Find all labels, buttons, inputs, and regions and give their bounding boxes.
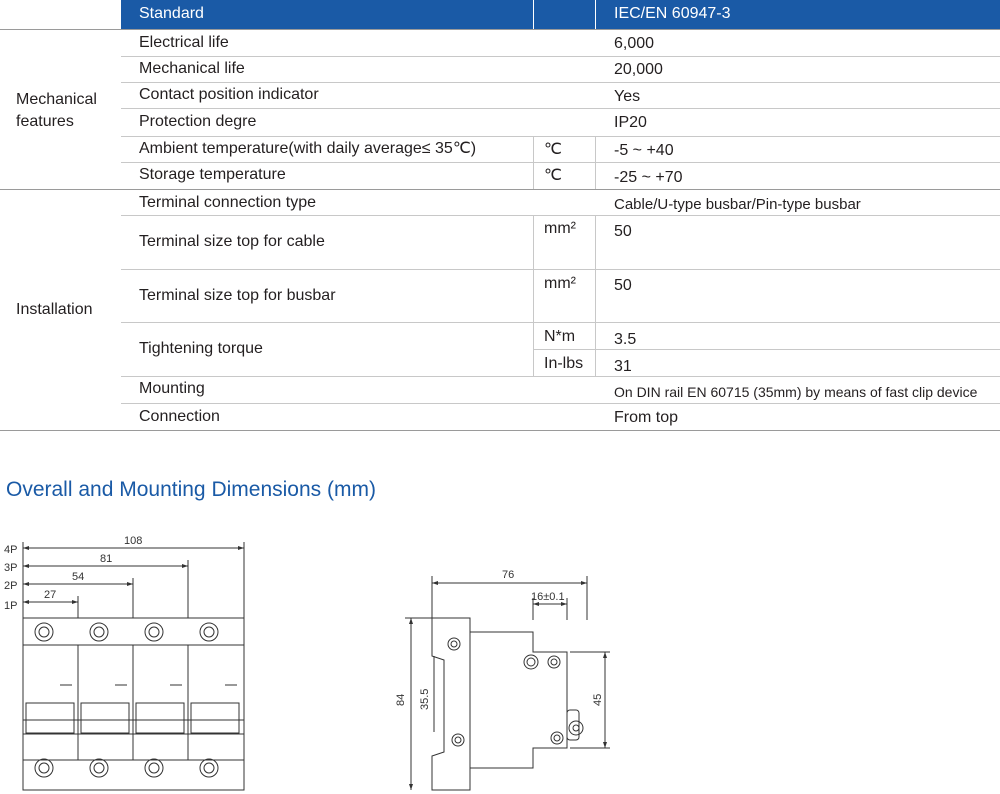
- row-value: 3.5: [614, 331, 637, 348]
- row-unit-2: In-lbs: [544, 355, 584, 372]
- side-height-label: 84: [395, 693, 407, 706]
- section-title: Overall and Mounting Dimensions (mm): [6, 478, 376, 501]
- row-label: Protection degre: [139, 113, 257, 130]
- group-installation: Installation: [16, 301, 93, 318]
- row-unit: mm²: [544, 220, 576, 237]
- pole-label: 3P: [4, 562, 18, 574]
- row-label: Mechanical life: [139, 60, 245, 77]
- row-value: Yes: [614, 88, 641, 105]
- width-label: 108: [124, 535, 143, 547]
- row-unit: mm²: [544, 275, 576, 292]
- pole-label: 2P: [4, 580, 18, 592]
- group-mechanical: Mechanical: [16, 91, 97, 108]
- width-label: 81: [100, 553, 113, 565]
- row-value: -5 ~ +40: [614, 142, 674, 159]
- row-label: Tightening torque: [139, 340, 263, 357]
- row-label: Connection: [139, 408, 220, 425]
- row-label: Ambient temperature(with daily average≤ 35℃): [139, 140, 477, 157]
- row-value: From top: [614, 409, 679, 426]
- side-depth-label: 16±0.1: [531, 591, 565, 603]
- group-mechanical-line2: features: [16, 113, 74, 130]
- pole-label: 4P: [4, 544, 18, 556]
- row-value: -25 ~ +70: [614, 169, 683, 186]
- row-value-2: 31: [614, 358, 632, 375]
- dimension-drawing: [0, 520, 1000, 794]
- row-label: Terminal connection type: [139, 194, 316, 211]
- front-view: [23, 618, 244, 790]
- side-width-label: 76: [502, 569, 515, 581]
- row-label: Electrical life: [139, 34, 229, 51]
- side-rail-label: 35.5: [419, 688, 431, 710]
- table-header: [121, 0, 1000, 29]
- pole-label: 1P: [4, 600, 18, 612]
- row-label: Contact position indicator: [139, 86, 319, 103]
- row-value: IP20: [614, 114, 647, 131]
- width-label: 54: [72, 571, 85, 583]
- row-label: Terminal size top for cable: [139, 233, 325, 250]
- row-unit: ℃: [544, 141, 562, 158]
- row-value: On DIN rail EN 60715 (35mm) by means of fast clip device: [614, 384, 978, 400]
- row-value: Cable/U-type busbar/Pin-type busbar: [614, 196, 861, 213]
- side-view: [432, 618, 583, 790]
- header-value: IEC/EN 60947-3: [614, 5, 731, 22]
- row-label: Storage temperature: [139, 166, 286, 183]
- row-value: 50: [614, 277, 632, 294]
- row-label: Mounting: [139, 380, 205, 397]
- row-value: 20,000: [614, 61, 663, 78]
- side-face-label: 45: [592, 693, 604, 706]
- row-label: Terminal size top for busbar: [139, 287, 336, 304]
- row-value: 50: [614, 223, 632, 240]
- header-label: Standard: [139, 5, 204, 22]
- row-value: 6,000: [614, 35, 655, 52]
- width-label: 27: [44, 589, 57, 601]
- row-unit: N*m: [544, 328, 576, 345]
- row-unit: ℃: [544, 167, 562, 184]
